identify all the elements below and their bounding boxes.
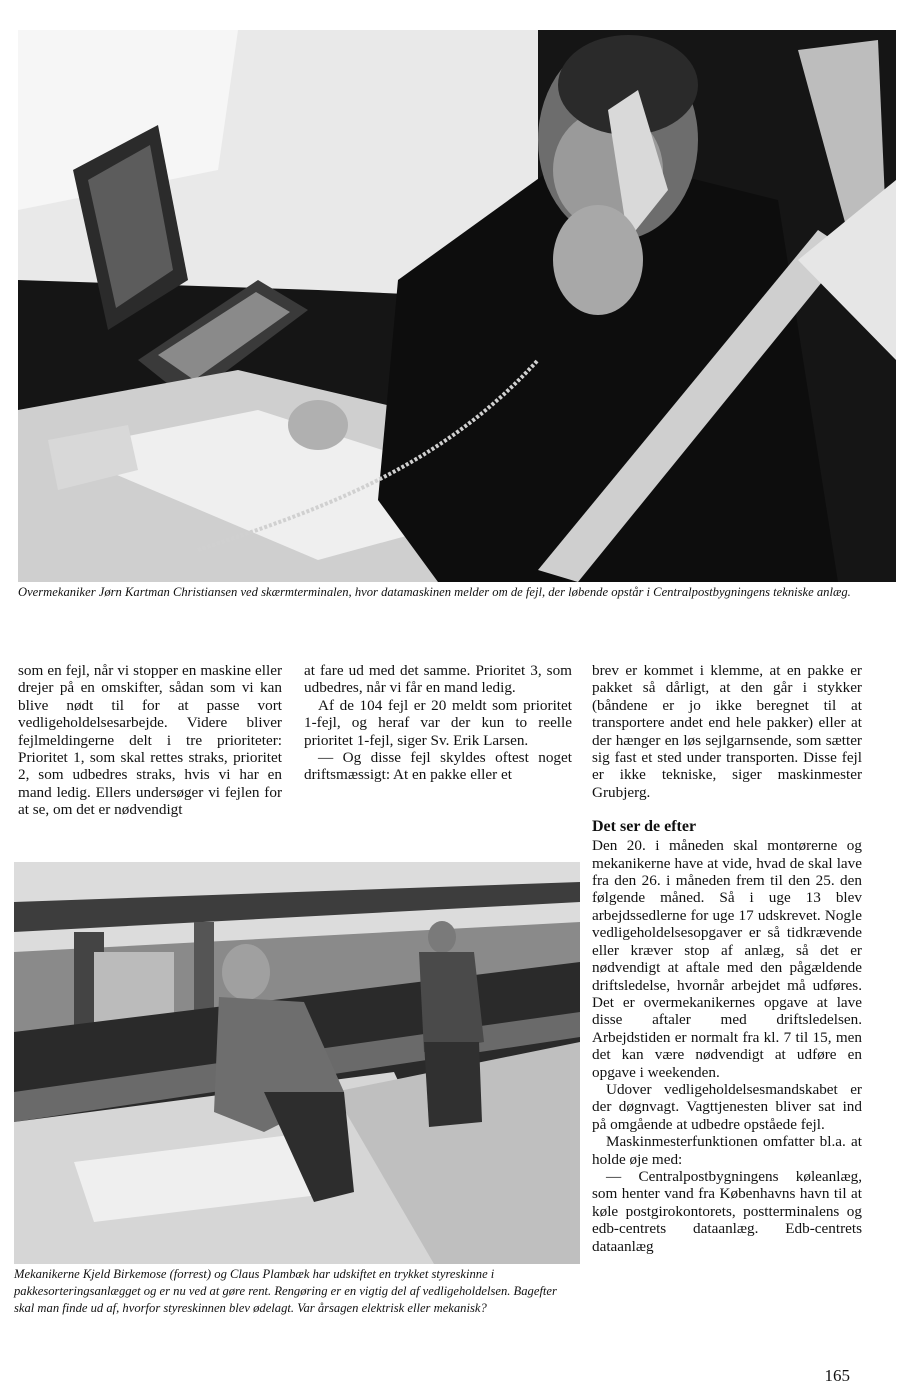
page-number: 165 xyxy=(824,1366,850,1385)
column-3-paragraph-4: Maskinmesterfunktionen omfatter bl.a. at holde øje med: xyxy=(592,1133,862,1168)
column-2 xyxy=(304,662,572,784)
column-1-paragraph: som en fejl, når vi stopper en maskine eller drejer på en omskifter, sådan som vi kan blive nødt til for at passe vort vedligeholdelsesarbejde. Videre bliver fejlmeldingerne delt i tre prioriteter: Prioritet 1, som skal rettes straks, prioritet 2, som udbedres straks, hvis vi har en mand ledig. Ellers undersøger vi fejlen for at se, om det er nødvendigt xyxy=(18,662,282,819)
photo-mechanic-terminal-illustration xyxy=(18,30,896,582)
column-3-paragraph-3: Udover vedligeholdelsesmandskabet er der døgnvagt. Vagttjenesten bliver sat ind på omgående at udbedre opståede fejl. xyxy=(592,1080,862,1133)
column-2-paragraph-1: at fare ud med det samme. Prioritet 3, som udbedres, når vi får en mand ledig. xyxy=(304,662,572,697)
photo-bottom-caption: Mekanikerne Kjeld Birkemose (forrest) og Claus Plambæk har udskiftet en trykket styreskinne i pakkesorteringsanlægget og er nu ved at gøre rent. Rengøring er en vigtig del af vedligeholdelsen. Bagefter skal man finde ud af, hvorfor styreskinnen blev ødelagt. Var årsagen elektrisk eller mekanisk? xyxy=(14,1267,557,1315)
column-2-paragraph-2: Af de 104 fejl er 20 meldt som prioritet 1-fejl, og heraf var der kun to reelle prioritet 1-fejl, siger Sv. Erik Larsen. xyxy=(304,696,572,749)
column-3-paragraph-2: Den 20. i måneden skal montørerne og mekanikerne have at vide, hvad de skal lave fra den 26. i måneden frem til den 25. den følgende måned. Så i uge 13 blev arbejdssedlerne for uge 17 udskrevet. Nogle vedligeholdelsesopgaver er så tidkrævende eller kræver stop af anlæg, så det er nødvendigt at aftale med den pågældende driftsledelse, hvornår arbejdet må udføres. Det er overmekanikernes opgave at lave disse aftaler med driftsledelsen. Arbejdstiden er normalt fra kl. 7 til 15, men det kan være nødvendigt at udføre en opgave i weekenden. xyxy=(592,837,862,1081)
column-3-paragraph-1: brev er kommet i klemme, at en pakke er pakket så dårligt, at den går i stykker (båndene er jo ikke beregnet til at transportere andet end hele pakker) eller at der hænger en løs sejlgarnsende, som sætter sig fast et sted under transporten. Disse fejl er ikke tekniske, siger maskinmester Grubjerg. xyxy=(592,662,862,801)
section-heading: Det ser de efter xyxy=(592,818,697,836)
column-3 xyxy=(592,662,862,1255)
photo-mechanics-sorting-line-illustration xyxy=(14,862,580,1264)
column-2-paragraph-3: — Og disse fejl skyldes oftest noget driftsmæssigt: At en pakke eller et xyxy=(304,749,572,784)
photo-mechanic-terminal xyxy=(18,30,896,582)
photo-top-caption: Overmekaniker Jørn Kartman Christiansen ved skærmterminalen, hvor datamaskinen melder om de fejl, der løbende opstår i Centralpostbygningens tekniske anlæg. xyxy=(18,585,851,599)
photo-mechanics-sorting-line xyxy=(14,862,580,1264)
column-3-paragraph-5: — Centralpostbygningens køleanlæg, som henter vand fra Københavns havn til at køle postgirokontorets, postterminalens og edb-centrets dataanlæg. Edb-centrets dataanlæg xyxy=(592,1167,862,1255)
column-1 xyxy=(18,662,282,819)
